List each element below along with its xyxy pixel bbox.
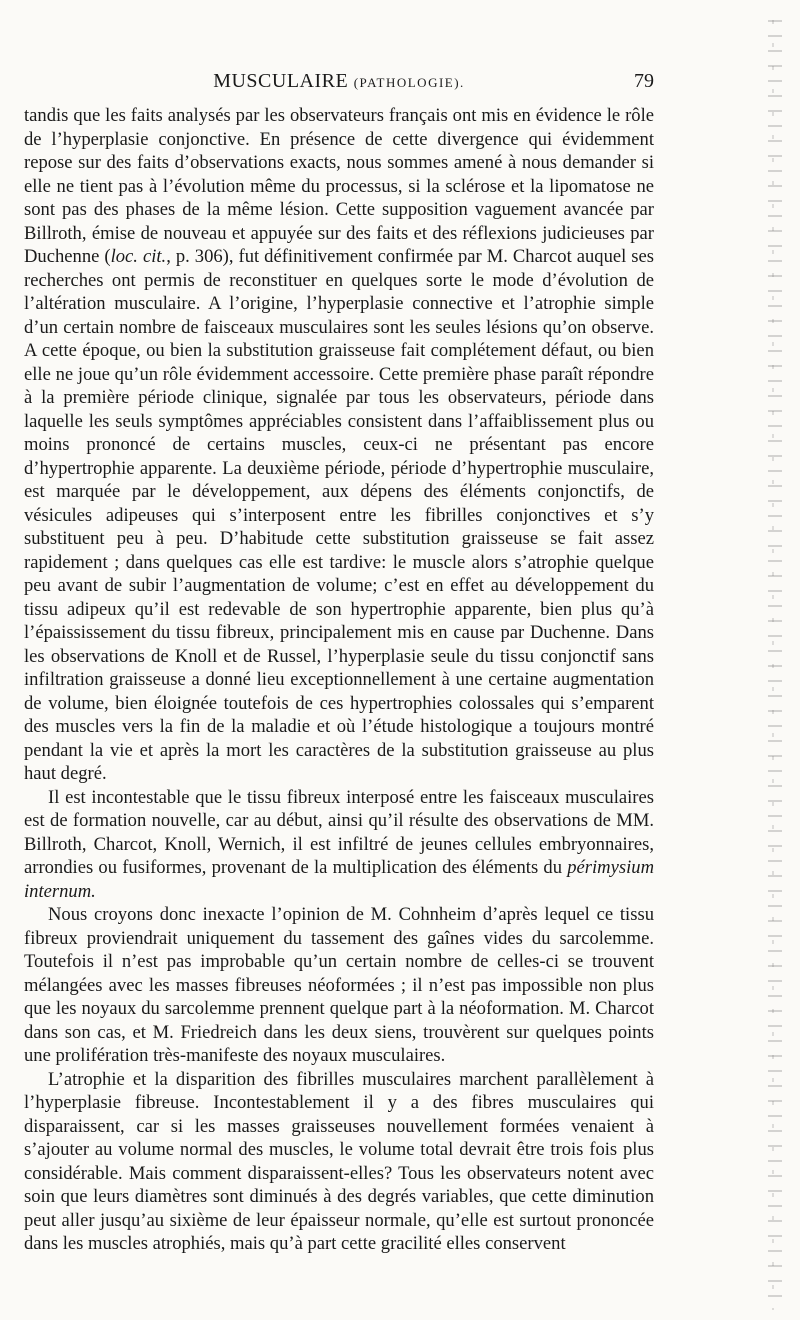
paragraph-3: Nous croyons donc inexacte l’opinion de M. Cohnheim d’après lequel ce tissu fibreux proviendrait uniquement du tassement des gaînes vides du sarcolemme. Toutefois il n’est pas improbable qu’un certain nombre de celles-ci se trouvent mélangées avec les masses fibreuses néoformées ; il n’est pas impossible non plus que les noyaux du sarcolemme prennent quelque part à la néoformation. M. Charcot dans son cas, et M. Friedreich dans les deux siens, trouvèrent sur quelques points une prolifération très-manifeste des noyaux musculaires.: [24, 904, 654, 1066]
page-header: [24, 68, 654, 98]
paragraph-1: tandis que les faits analysés par les observateurs français ont mis en évidence le rôle de l’hyperplasie conjonctive. En présence de cette divergence qui évidemment repose sur des faits d’observations exacts, nous sommes amené à nous demander si elle ne tient pas à l’évolution même du processus, si la sclérose et la lipomatose ne sont pas des phases de la même lésion. Cette supposition vaguement avancée par Billroth, émise de nouveau et appuyée sur des faits et des réflexions judicieuses par Duchenne (loc. cit., p. 306), fut définitivement confirmée par M. Charcot auquel ses recherches ont permis de reconstituer en quelques sorte le mode d’évolution de l’altération musculaire. A l’origine, l’hyperplasie connective et l’atrophie simple d’un certain nombre de faisceaux musculaires sont les seules lésions qu’on observe. A cette époque, ou bien la substitution graisseuse fait complétement défaut, ou bien elle ne joue qu’un rôle évidemment accessoire. Cette première phase paraît répondre à la première période clinique, signalée par tous les observateurs, période dans laquelle les seuls symptômes appréciables consistent dans l’affaiblissement plus ou moins prononcé de certains muscles, ceux-ci ne présentant pas encore d’hypertrophie apparente. La deuxième période, période d’hypertrophie musculaire, est marquée par le développement, aux dépens des éléments conjonctifs, de vésicules adipeuses qui s’interposent entre les fibrilles conjonctives et s’y substituent peu à peu. D’habitude cette substitution graisseuse se fait assez rapidement ; dans quelques cas elle est tardive: le muscle alors s’atrophie quelque peu avant de subir l’augmentation de volume; c’est en effet au développement du tissu adipeux qu’il est redevable de son hypertrophie apparente, bien plus qu’à l’épaississement du tissu fibreux, principalement mis en cause par Duchenne. Dans les observations de Knoll et de Russel, l’hyperplasie seule du tissu conjonctif sans infiltration graisseuse a donné lieu exceptionnellement à une certaine augmentation de volume, bien éloignée toutefois de ces hypertrophies colossales qui s’emparent des muscles vers la fin de la maladie et où l’étude histologique a toujours montré pendant la vie et après la mort les caractères de la substitution graisseuse au plus haut degré.: [24, 105, 655, 784]
page-number: 79: [634, 70, 654, 92]
running-title: [24, 70, 654, 93]
paragraph-4: L’atrophie et la disparition des fibrilles musculaires marchent parallèlement à l’hyperplasie fibreuse. Incontestablement il y a des fibres musculaires qui disparaissent, car si les masses graisseuses nouvellement formées venaient à s’ajouter au volume normal des muscles, le volume total devrait être trois fois plus considérable. Mais comment disparaissent-elles? Tous les observateurs notent avec soin que leurs diamètres sont diminués à des degrés variables, que cette diminution peut aller jusqu’au sixième de leur épaisseur normale, qu’elle est surtout prononcée dans les muscles atrophiés, mais qu’à part cette gracilité elles conservent: [24, 1068, 654, 1254]
term-perimysium-internum: périmysium internum.: [24, 857, 654, 902]
running-title-main: MUSCULAIRE: [213, 70, 349, 92]
paragraph-2: Il est incontestable que le tissu fibreux interposé entre les faisceaux musculaires est de formation nouvelle, car au début, ainsi qu’il résulte des observations de MM. Billroth, Charcot, Knoll, Wernich, il est infiltré de jeunes cellules embryonnaires, arrondies ou fusiformes, provenant de la multiplication des éléments du périmysium internum.: [24, 786, 654, 902]
running-title-subtitle: (PATHOLOGIE).: [353, 75, 465, 90]
citation-loc-cit: loc. cit.: [110, 246, 167, 267]
body-text: [24, 104, 654, 1256]
scan-margin-marks: [768, 20, 782, 1310]
